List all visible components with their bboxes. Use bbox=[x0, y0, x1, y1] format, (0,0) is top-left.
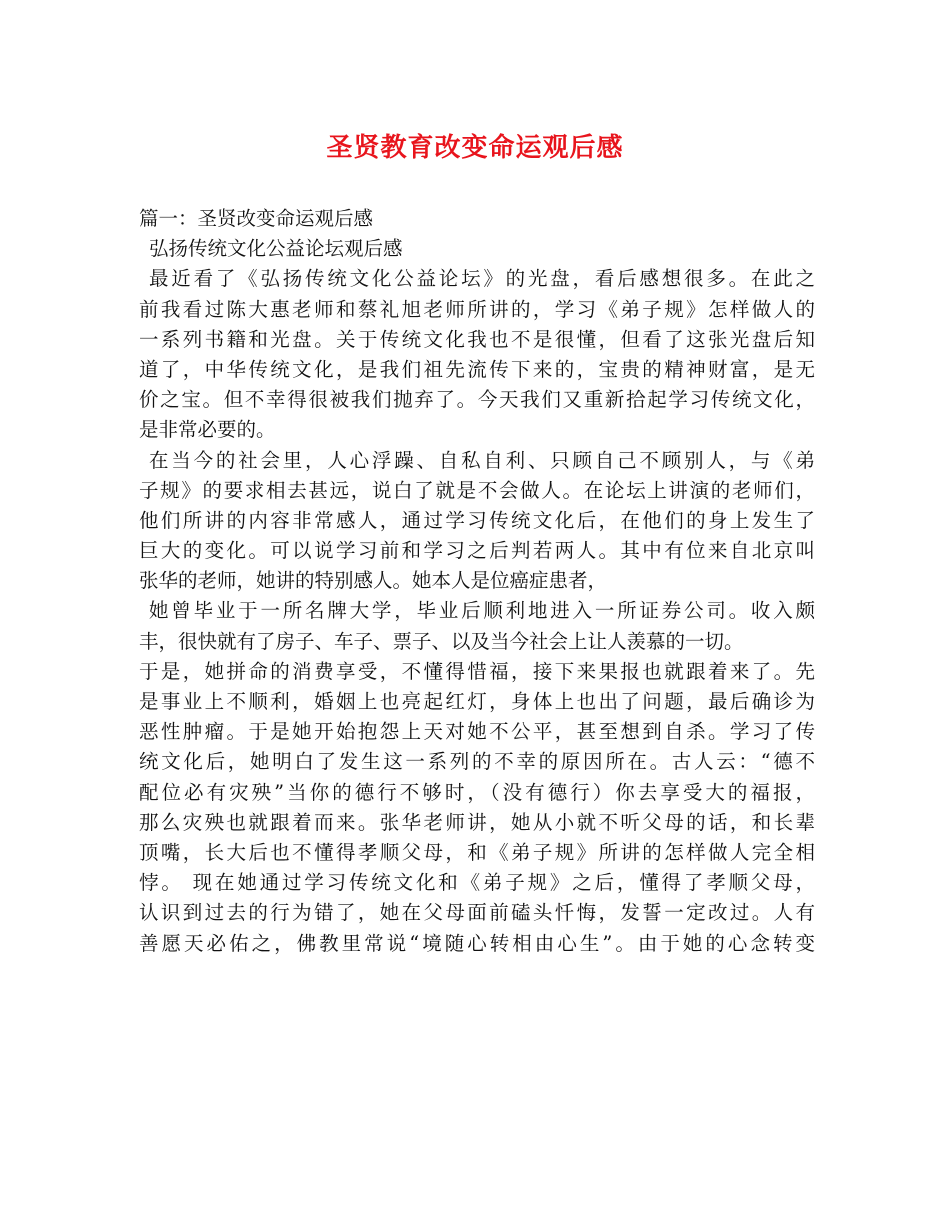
paragraph-line: 道了，中华传统文化，是我们祖先流传下来的，宝贵的精神财富，是无 bbox=[139, 357, 815, 381]
paragraph-line: 一系列书籍和光盘。关于传统文化我也不是很懂，但看了这张光盘后知 bbox=[139, 327, 815, 351]
paragraph-line: 顶嘴，长大后也不懂得孝顺父母，和《弟子规》所讲的怎样做人完全相 bbox=[139, 840, 815, 864]
document-body bbox=[139, 204, 815, 959]
paragraph-line: 前我看过陈大惠老师和蔡礼旭老师所讲的，学习《弟子规》怎样做人的 bbox=[139, 297, 815, 321]
paragraph-line: 张华的老师，她讲的特别感人。她本人是位癌症患者， bbox=[139, 569, 608, 593]
paragraph-line: 于是，她拼命的消费享受，不懂得惜福，接下来果报也就跟着来了。先 bbox=[139, 659, 815, 683]
paragraph-line: 最近看了《弘扬传统文化公益论坛》的光盘，看后感想很多。在此之 bbox=[149, 267, 815, 291]
paragraph-line: 他们所讲的内容非常感人，通过学习传统文化后，在他们的身上发生了 bbox=[139, 508, 815, 532]
subheading: 弘扬传统文化公益论坛观后感 bbox=[149, 237, 403, 261]
paragraph-line: 恶性肿瘤。于是她开始抱怨上天对她不公平，甚至想到自杀。学习了传 bbox=[139, 720, 815, 744]
paragraph-line: 认识到过去的行为错了，她在父母面前磕头忏悔，发誓一定改过。人有 bbox=[139, 901, 815, 925]
paragraph-line: 配位必有灾殃”当你的德行不够时，（没有德行）你去享受大的福报， bbox=[139, 780, 815, 804]
section-heading: 篇一：圣贤改变命运观后感 bbox=[139, 207, 374, 230]
paragraph-line: 丰，很快就有了房子、车子、票子、以及当今社会上让人羡慕的一切。 bbox=[139, 629, 744, 653]
paragraph-line: 统文化后，她明白了发生这一系列的不幸的原因所在。古人云：“德不 bbox=[139, 750, 815, 774]
paragraph-line: 在当今的社会里，人心浮躁、自私自利、只顾自己不顾别人，与《弟 bbox=[149, 448, 815, 472]
paragraph-line: 巨大的变化。可以说学习前和学习之后判若两人。其中有位来自北京叫 bbox=[139, 539, 815, 563]
paragraph-line: 子规》的要求相去甚远，说白了就是不会做人。在论坛上讲演的老师们， bbox=[139, 478, 815, 502]
paragraph-line: 她曾毕业于一所名牌大学，毕业后顺利地进入一所证券公司。收入颇 bbox=[149, 599, 815, 623]
paragraph-line: 是非常必要的。 bbox=[139, 418, 276, 442]
paragraph-line: 善愿天必佑之，佛教里常说“境随心转相由心生”。由于她的心念转变 bbox=[139, 931, 815, 955]
paragraph-line: 悖。 现在她通过学习传统文化和《弟子规》之后，懂得了孝顺父母， bbox=[139, 871, 815, 895]
paragraph-line: 是事业上不顺利，婚姻上也亮起红灯，身体上也出了问题，最后确诊为 bbox=[139, 690, 815, 713]
document-title: 圣贤教育改变命运观后感 bbox=[326, 133, 624, 163]
paragraph-line: 价之宝。但不幸得很被我们抛弃了。今天我们又重新拾起学习传统文化， bbox=[139, 388, 815, 412]
paragraph-line: 那么灾殃也就跟着而来。张华老师讲，她从小就不听父母的话，和长辈 bbox=[139, 810, 815, 834]
